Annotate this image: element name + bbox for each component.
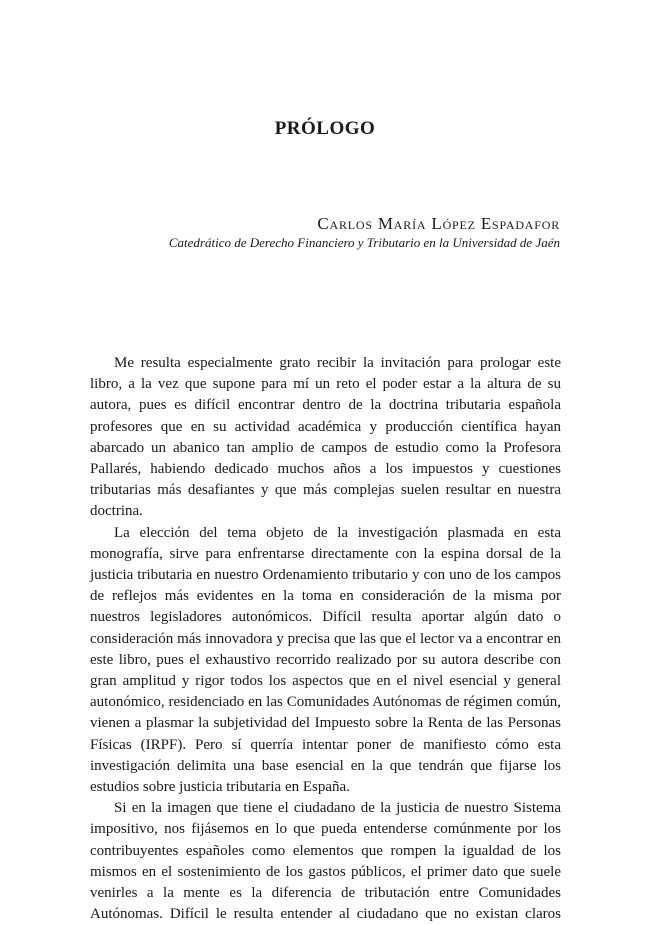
paragraph-3: Si en la imagen que tiene el ciudadano de la justicia de nuestro Sistema impositivo, nos fijásemos en lo que pueda entenderse comúnmente por los contribuyentes españoles como elementos que rompen la igualdad de los mismos en el sostenimiento de los gastos públicos, el primer dato que suele venirles a la mente es la diferencia de tributación entre Comunidades Autónomas. Difícil le resulta entender al ciudadano que no existan claros	[90, 800, 561, 923]
body-text	[90, 353, 561, 925]
paragraph-1: Me resulta especialmente grato recibir la invitación para prologar este libro, a la vez que supone para mí un reto el poder estar a la altura de su autora, pues es difícil encontrar dentro de la doctrina tributaria española profesores que en su actividad académica y producción científica hayan abarcado un abanico tan amplio de campos de estudio como la Profesora Pallarés, habiendo dedicado muchos años a los impuestos y cuestiones tributarias más desafiantes y que más complejas suelen resultar en nuestra doctrina.	[90, 355, 561, 520]
author-affiliation: Catedrático de Derecho Financiero y Tributario en la Universidad de Jaén	[168, 235, 560, 250]
author-name: Carlos María López Espadafor	[317, 214, 560, 233]
paragraph-2: La elección del tema objeto de la investigación plasmada en esta monografía, sirve para enfrentarse directamente con la espina dorsal de la justicia tributaria en nuestro Ordenamiento tributario y con uno de los campos de reflejos más evidentes en la toma en consideración de la misma por nuestros legisladores autonómicos. Difícil resulta aportar algún dato o consideración más innovadora y precisa que las que el lector va a encontrar en este libro, pues el exhaustivo recorrido realizado por su autora describe con gran amplitud y rigor todos los aspectos que en el nivel esencial y general autonómico, residenciado en las Comunidades Autónomas de régimen común, vienen a plasmar la subjetividad del Impuesto sobre la Renta de las Personas Físicas (IRPF). Pero sí querría intentar poner de manifiesto cómo esta investigación delimita una base esencial en la que tendrán que fijarse los estudios sobre justicia tributaria en España.	[90, 524, 561, 796]
page-title: PRÓLOGO	[274, 118, 376, 139]
